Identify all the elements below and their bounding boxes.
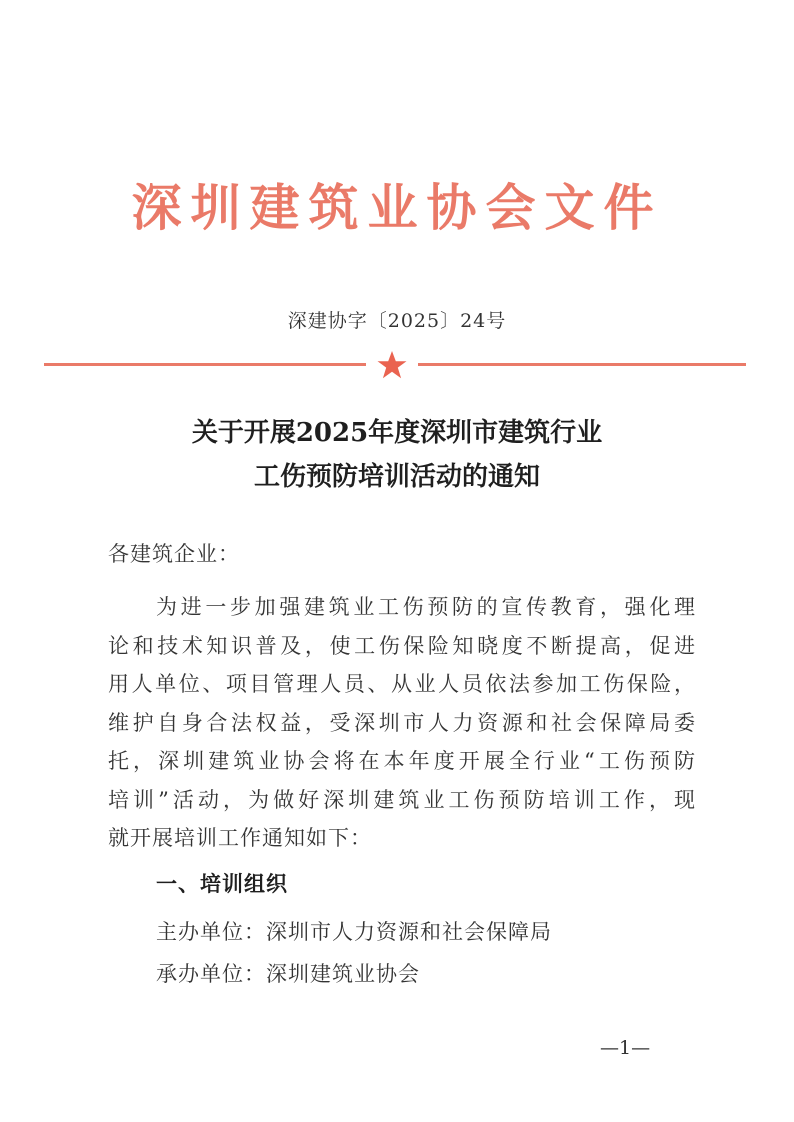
notice-title-line-1: 关于开展2025年度深圳市建筑行业 [191,418,603,448]
body-paragraph [108,588,696,858]
paragraph-line: 维护自身合法权益，受深圳市人力资源和社会保障局委 [108,710,696,735]
notice-title [0,411,794,499]
paragraph-line: 托，深圳建筑业协会将在本年度开展全行业“工伤预防 [108,749,696,773]
undertaker-line: 承办单位：深圳建筑业协会 [156,962,420,986]
paragraph-line: 就开展培训工作通知如下： [108,826,372,850]
page-number: —1— [600,1037,651,1059]
organizer-line: 主办单位：深圳市人力资源和社会保障局 [156,920,552,944]
header-divider-right [418,363,746,366]
paragraph-line: 为进一步加强建筑业工伤预防的宣传教育，强化理 [156,595,696,619]
document-issuer-header: 深圳建筑业协会文件 [131,178,663,237]
section-heading-training-organization: 一、培训组织 [156,871,288,896]
paragraph-line: 用人单位、项目管理人员、从业人员依法参加工伤保险， [108,672,696,696]
star-icon [376,350,408,380]
notice-title-line-2: 工伤预防培训活动的通知 [253,462,540,492]
header-divider-left [44,363,366,366]
paragraph-line: 培训”活动，为做好深圳建筑业工伤预防培训工作，现 [108,787,696,812]
document-number: 深建协字〔2025〕24号 [287,310,507,332]
paragraph-line: 论和技术知识普及，使工伤保险知晓度不断提高，促进 [108,633,696,658]
salutation: 各建筑企业： [108,542,240,566]
